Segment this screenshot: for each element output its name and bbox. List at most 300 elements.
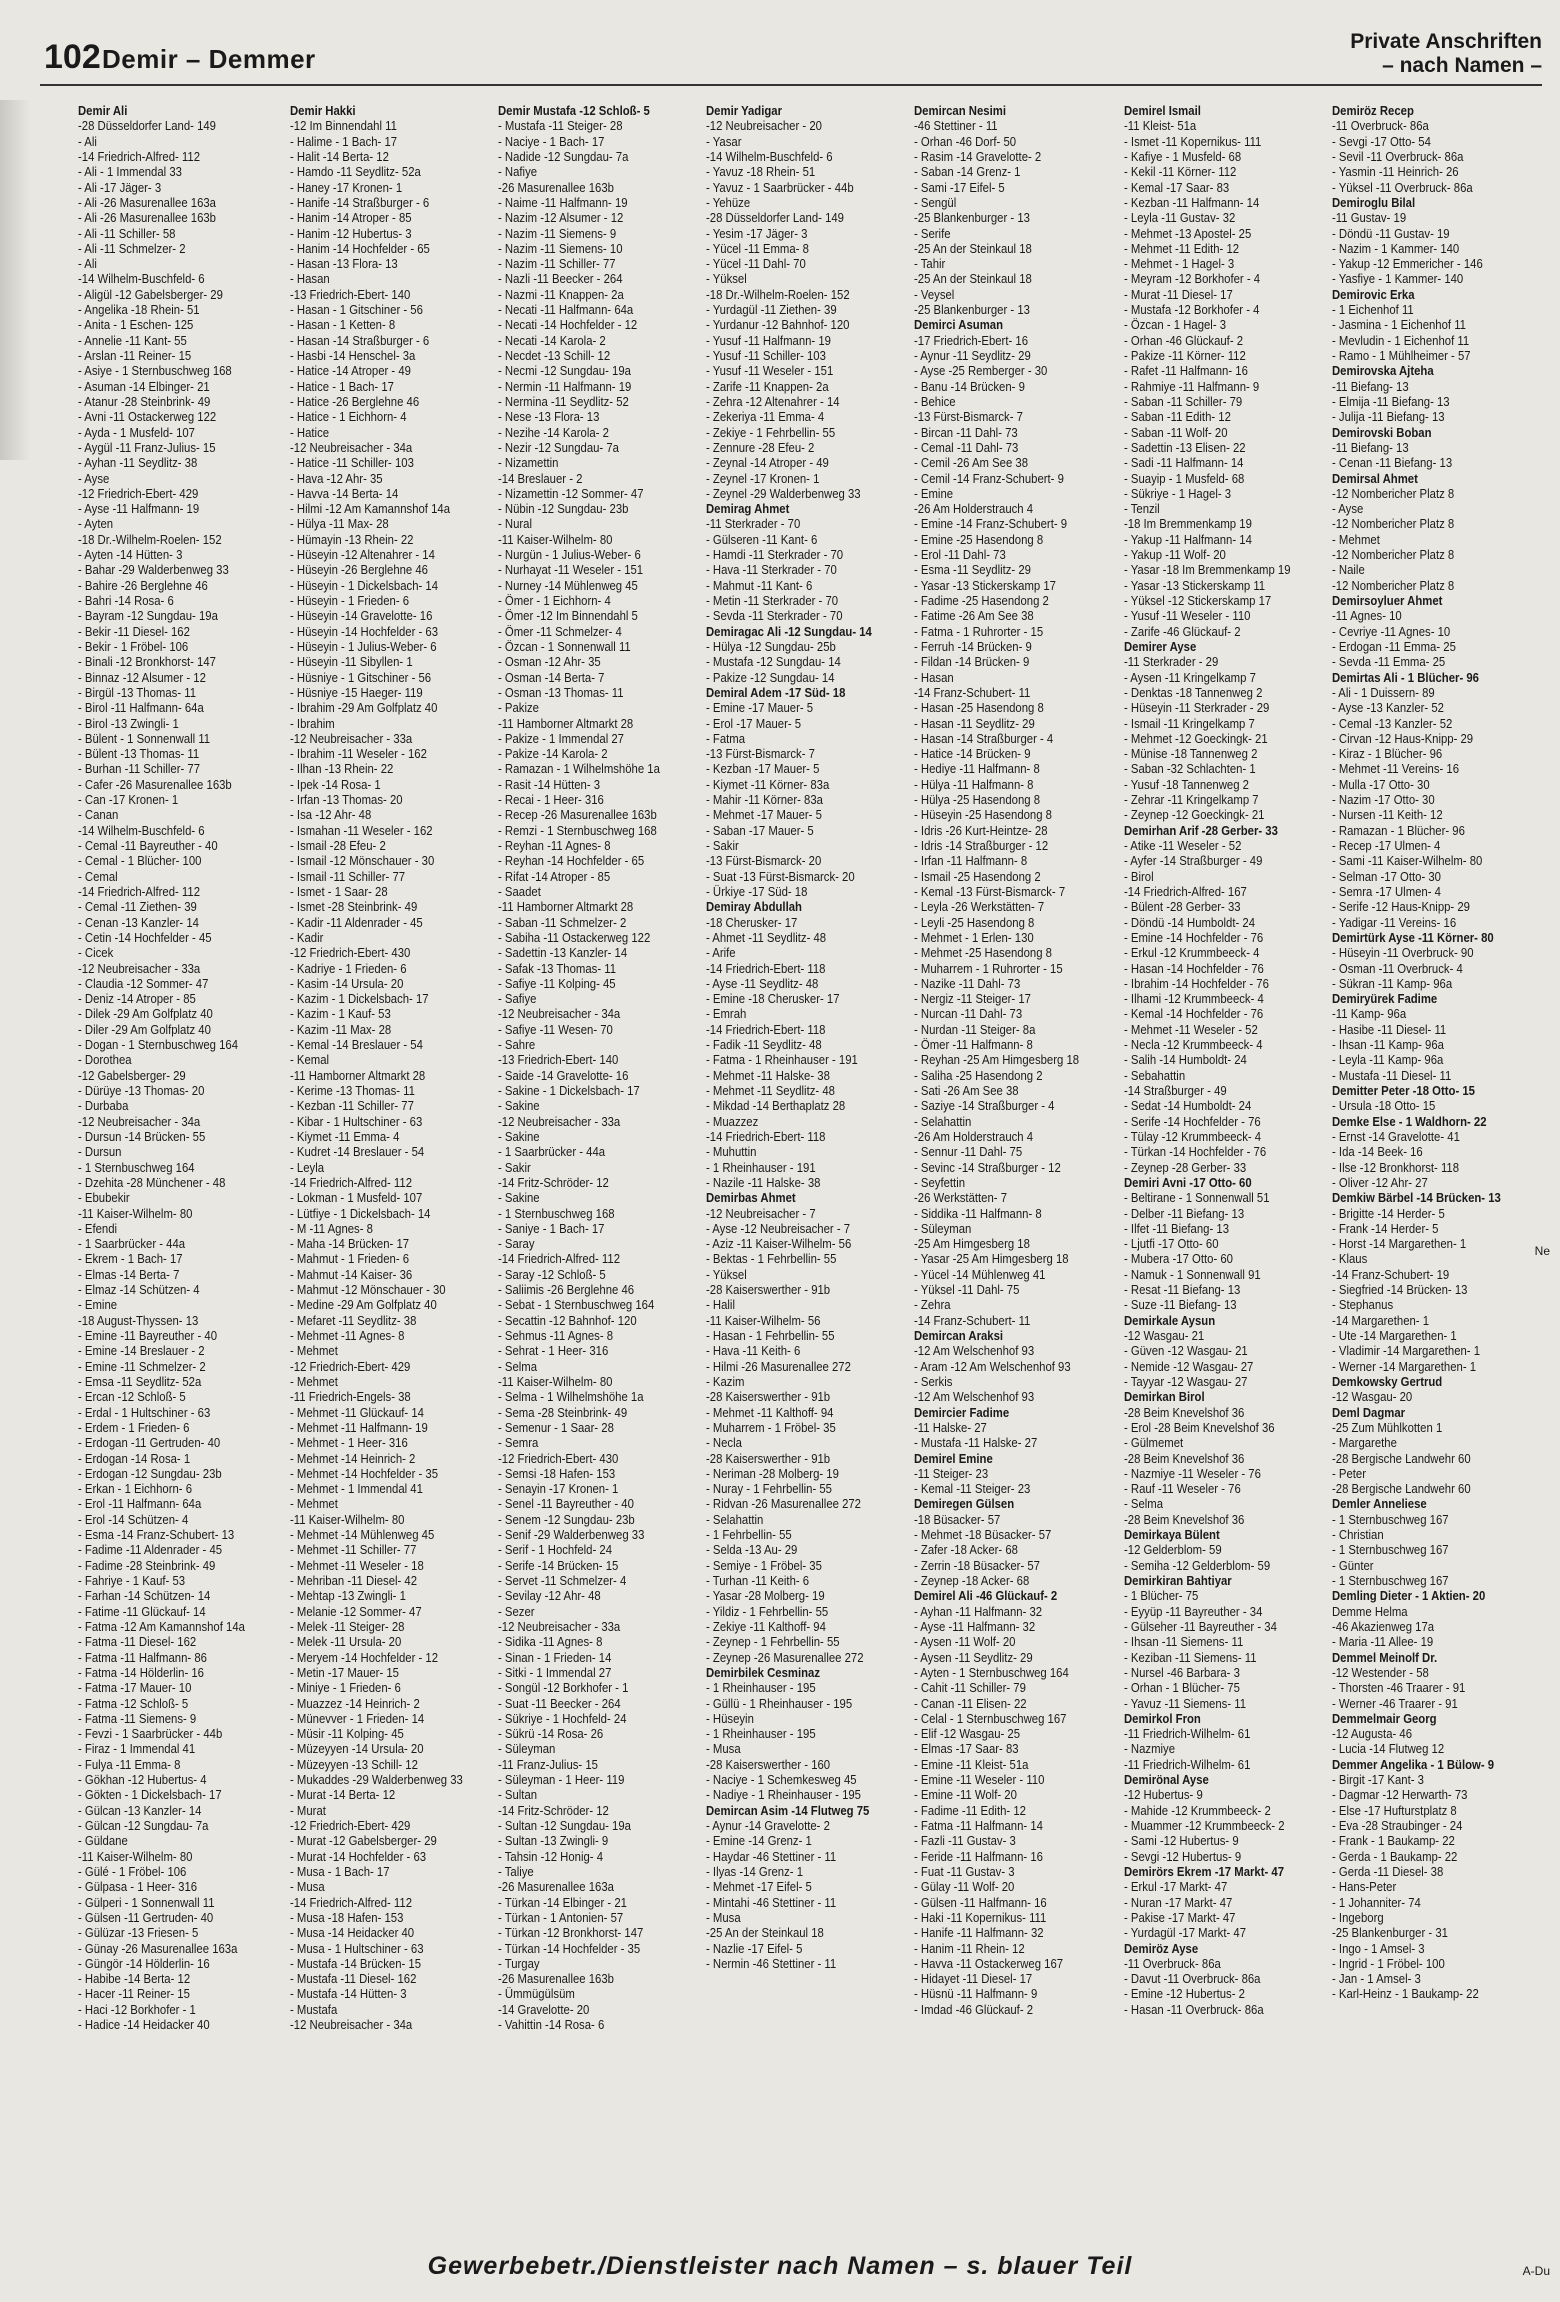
listing-entry: - Bircan -11 Dahl- 73	[914, 425, 1018, 440]
listing-entry: -12 Im Binnendahl 11	[290, 119, 397, 134]
listing-entry: - Hava -11 Sterkrader - 70	[706, 563, 837, 578]
listing-entry: - Cicek	[78, 946, 114, 961]
listing-entry: - Saziye -14 Straßburger - 4	[914, 1099, 1055, 1114]
listing-entry: - Mehmet -11 Halfmann- 19	[290, 1420, 428, 1435]
listing-entry: -12 Neubreisacher - 34a	[498, 1007, 621, 1022]
listing-entry: -13 Friedrich-Ebert- 140	[498, 1053, 619, 1068]
listing-entry: - Cemal -13 Kanzler- 52	[1332, 716, 1453, 731]
listing-entry: - Müsir -11 Kolping- 45	[290, 1727, 404, 1742]
listing-entry: - Emine -14 Grenz- 1	[706, 1834, 812, 1849]
listing-surname-entry: Demiragac Ali -12 Sungdau- 14	[706, 624, 872, 639]
listing-entry: - Turgay	[498, 1956, 540, 1971]
listing-entry: - Serife -12 Haus-Knipp- 29	[1332, 900, 1470, 915]
listing-entry: - Firaz - 1 Immendal 41	[78, 1742, 196, 1757]
listing-entry: - Pakise -17 Markt- 47	[1124, 1910, 1236, 1925]
listing-entry: - Mehmet - 1 Immendal 41	[290, 1482, 423, 1497]
listing-entry: - Fatma -12 Am Kamannshof 14a	[78, 1619, 245, 1634]
listing-entry: - Ürkiye -17 Süd- 18	[706, 884, 808, 899]
listing-entry: - Hülya -11 Max- 28	[290, 517, 389, 532]
listing-entry: - Yüksel	[706, 272, 747, 287]
listing-entry: - Mehmet -11 Agnes- 8	[290, 1329, 405, 1343]
listing-entry: - Hasibe -11 Diesel- 11	[1332, 1022, 1447, 1037]
listing-entry: -26 Masurenallee 163b	[498, 180, 614, 195]
listing-entry: - Julija -11 Biefang- 13	[1332, 410, 1445, 425]
listing-entry: - Vladimir -14 Margarethen- 1	[1332, 1344, 1481, 1359]
column-6	[1124, 104, 1328, 2234]
listing-entry: - Mehmet -14 Mühlenweg 45	[290, 1528, 435, 1543]
listing-entry: - Saban -32 Schlachten- 1	[1124, 762, 1256, 777]
listing-entry: -13 Fürst-Bismarck- 7	[706, 747, 815, 762]
listing-entry: - Nazim - 1 Kammer- 140	[1332, 241, 1460, 256]
listing-entry: -18 Im Bremmenkamp 19	[1124, 517, 1252, 532]
listing-entry: - Yasar -13 Stickerskamp 11	[1124, 578, 1266, 593]
listing-entry: -14 Friedrich-Alfred- 167	[1124, 884, 1247, 899]
listing-entry: - Frank - 1 Baukamp- 22	[1332, 1834, 1455, 1849]
listing-entry: - Maha -14 Brücken- 17	[290, 1237, 410, 1252]
listing-entry: - Semenur - 1 Saar- 28	[498, 1420, 614, 1435]
listing-surname-entry: Demirbilek Cesminaz	[706, 1665, 821, 1680]
listing-entry: - Fadik -11 Seydlitz- 48	[706, 1038, 822, 1053]
listing-entry: - Kemal -17 Saar- 83	[1124, 180, 1230, 195]
listing-surname-entry: Demkowsky Gertrud	[1332, 1374, 1443, 1389]
listing-entry: - Sultan -13 Zwingli- 9	[498, 1834, 609, 1849]
listing-entry: - Yücel -14 Mühlenweg 41	[914, 1267, 1046, 1282]
listing-entry: - Murat -14 Berta- 12	[290, 1788, 396, 1803]
listing-entry: -12 Neubreisacher - 33a	[498, 1114, 621, 1129]
column-1	[78, 104, 282, 2234]
listing-entry: - Necla	[706, 1436, 742, 1451]
listing-entry: - Cemal -11 Ziethen- 39	[78, 900, 197, 915]
listing-entry: - Fatma -17 Mauer- 10	[78, 1681, 192, 1696]
listing-entry: - Naciye - 1 Bach- 17	[498, 134, 605, 149]
listing-entry: - Zafer -18 Acker- 68	[914, 1543, 1018, 1558]
listing-entry: - Arslan -11 Reiner- 15	[78, 349, 192, 363]
listing-entry: - Aysen -11 Seydlitz- 29	[914, 1650, 1033, 1665]
listing-entry: - Ümmügülsüm	[498, 1987, 575, 2002]
listing-entry: -25 Blankenburger - 31	[1332, 1926, 1448, 1941]
listing-entry: - Günay -26 Masurenallee 163a	[78, 1941, 238, 1956]
listing-entry: - Erdogan -11 Gertruden- 40	[78, 1436, 221, 1451]
listing-entry: - Stephanus	[1332, 1298, 1394, 1313]
listing-entry: - Cenan -13 Kanzler- 14	[78, 915, 199, 930]
listing-entry: - Gülé - 1 Fröbel- 106	[78, 1864, 187, 1879]
listing-entry: - Sevinc -14 Straßburger - 12	[914, 1160, 1061, 1175]
listing-entry: - Selma - 1 Wilhelmshöhe 1a	[498, 1390, 644, 1405]
listing-entry: - Gökten - 1 Dickelsbach- 17	[78, 1788, 222, 1803]
listing-surname-entry: Demiral Adem -17 Süd- 18	[706, 685, 846, 700]
listing-entry: - Elmija -11 Biefang- 13	[1332, 394, 1450, 409]
listing-entry: - Senif -29 Walderbenweg 33	[498, 1528, 645, 1543]
listing-entry: - Osman -11 Overbruck- 4	[1332, 961, 1463, 976]
listing-entry: -14 Fritz-Schröder- 12	[498, 1175, 609, 1190]
listing-entry: - Mubera -17 Otto- 60	[1124, 1252, 1233, 1267]
listing-entry: - Zeynep -18 Acker- 68	[914, 1574, 1030, 1588]
listing-entry: - Emine -11 Wolf- 20	[914, 1788, 1017, 1803]
listing-entry: - Cemil -14 Franz-Schubert- 9	[914, 471, 1064, 486]
listing-entry: - Yesim -17 Jäger- 3	[706, 226, 808, 241]
listing-surname-entry: Demircan Nesimi	[914, 104, 1006, 118]
listing-entry: - Fatma -11 Halfmann- 86	[78, 1650, 207, 1665]
listing-entry: - Mehmet -11 Weseler - 18	[290, 1558, 424, 1573]
listing-surname-entry: Demiröz Recep	[1332, 104, 1414, 118]
listing-entry: - Yavuz -11 Siemens- 11	[1124, 1696, 1247, 1711]
listing-entry: - Süleyman	[914, 1221, 972, 1236]
listing-entry: -17 Friedrich-Ebert- 16	[914, 333, 1029, 348]
listing-entry: - Banu -14 Brücken- 9	[914, 379, 1025, 394]
listing-entry: - Mukaddes -29 Walderbenweg 33	[290, 1773, 463, 1788]
listing-entry: -25 An der Steinkaul 18	[706, 1926, 824, 1941]
listing-entry: - Erdogan -14 Rosa- 1	[78, 1451, 191, 1466]
listing-entry: - Yusuf -11 Weseler - 151	[706, 364, 834, 379]
listing-entry: - Fatma -11 Halfmann- 14	[914, 1819, 1043, 1833]
listing-entry: - Hasan - 1 Ketten- 8	[290, 318, 396, 333]
listing-entry: - Kemal -11 Steiger- 23	[914, 1482, 1031, 1497]
listing-entry: - Saban -17 Mauer- 5	[706, 823, 814, 838]
listing-entry: - Reyhan -14 Hochfelder - 65	[498, 854, 645, 869]
listing-entry: - Kemal -14 Hochfelder - 76	[1124, 1007, 1264, 1022]
listing-entry: - Bülent -13 Thomas- 11	[78, 747, 200, 762]
listing-entry: -28 Kaiserswerther - 160	[706, 1757, 831, 1772]
listing-entry: - Gülperi - 1 Sonnenwall 11	[78, 1895, 215, 1910]
listing-entry: - Mintahi -46 Stettiner - 11	[706, 1895, 837, 1910]
listing-entry: - Semiha -12 Gelderblom- 59	[1124, 1558, 1271, 1573]
listing-entry: - Ismahan -11 Weseler - 162	[290, 823, 433, 838]
listing-entry: - Kazim	[706, 1374, 745, 1389]
listing-entry: - Nezir -12 Sungdau- 7a	[498, 440, 619, 455]
listing-entry: -12 Friedrich-Ebert- 430	[290, 946, 411, 961]
listing-entry: - Hasan -14 Straßburger - 6	[290, 333, 430, 348]
listing-entry: - Ibrahim -14 Hochfelder - 76	[1124, 976, 1269, 991]
listing-entry: - Keziban -11 Siemens- 11	[1124, 1650, 1257, 1665]
listing-entry: - Mehmet -11 Glückauf- 14	[290, 1405, 424, 1420]
listing-surname-entry: Demiroglu Bilal	[1332, 195, 1416, 210]
listing-entry: -28 Bergische Landwehr 60	[1332, 1451, 1471, 1466]
listing-entry: - Ismail -25 Hasendong 2	[914, 869, 1041, 884]
listing-entry: - Yakup -11 Wolf- 20	[1124, 548, 1226, 563]
listing-entry: - Nizamettin -12 Sommer- 47	[498, 486, 644, 501]
listing-entry: - Ramazan - 1 Blücher- 96	[1332, 823, 1465, 838]
listing-entry: - Sami -17 Eifel- 5	[914, 180, 1005, 195]
listing-entry: - Leyla -11 Kamp- 96a	[1332, 1053, 1444, 1068]
listing-entry: - Fatime -26 Am See 38	[914, 609, 1034, 624]
listing-entry: - Nadide -12 Sungdau- 7a	[498, 149, 629, 164]
listing-entry: - Lucia -14 Flutweg 12	[1332, 1742, 1445, 1757]
listing-entry: -12 Am Welschenhof 93	[914, 1390, 1035, 1405]
listing-entry: - Erdal - 1 Hultschiner - 63	[78, 1405, 211, 1420]
listing-entry: - Ismet -11 Kopernikus- 111	[1124, 134, 1262, 149]
listing-entry: - Ayten - 1 Sternbuschweg 164	[914, 1665, 1069, 1680]
listing-entry: - Elmas -17 Saar- 83	[914, 1742, 1019, 1757]
listing-entry: - Hanife -11 Halfmann- 32	[914, 1926, 1044, 1941]
listing-entry: - Semra	[498, 1436, 539, 1451]
listing-entry: - Saliha -25 Hasendong 2	[914, 1068, 1043, 1083]
listing-entry: - 1 Sternbuschweg 167	[1332, 1512, 1449, 1527]
listing-entry: - Mehmet -14 Hochfelder - 35	[290, 1466, 439, 1481]
listing-entry: - Naime -11 Halfmann- 19	[498, 195, 628, 210]
listing-entry: - Binali -12 Bronkhorst- 147	[78, 655, 216, 670]
listing-entry: -18 Büsacker- 57	[914, 1512, 1001, 1527]
listing-entry: - Ipek -14 Rosa- 1	[290, 777, 381, 792]
listing-entry: - Safiye	[498, 992, 537, 1007]
listing-entry: - Ömer -12 Im Binnendahl 5	[498, 609, 638, 624]
listing-entry: - Idris -26 Kurt-Heintze- 28	[914, 823, 1048, 838]
listing-entry: - Canan -11 Elisen- 22	[914, 1696, 1027, 1711]
listing-entry: - Fatma	[706, 731, 746, 746]
listing-entry: - Namuk - 1 Sonnenwall 91	[1124, 1267, 1261, 1282]
listing-entry: - Emine -12 Hubertus- 2	[1124, 1987, 1245, 2002]
listing-entry: - Nadiye - 1 Rheinhauser - 195	[706, 1788, 861, 1803]
listing-entry: - Necdet -13 Schill- 12	[498, 349, 611, 363]
listing-entry: - Halit -14 Berta- 12	[290, 149, 389, 164]
listing-entry: - Saliimis -26 Berglehne 46	[498, 1283, 635, 1298]
listing-entry: - Emine -11 Schmelzer- 2	[78, 1359, 206, 1374]
listing-entry: - Delber -11 Biefang- 13	[1124, 1206, 1245, 1221]
listing-surname-entry: Demmer Angelika - 1 Bülow- 9	[1332, 1757, 1495, 1772]
listing-entry: -12 Gelderblom- 59	[1124, 1543, 1222, 1558]
listing-entry: - Yusuf -11 Halfmann- 19	[706, 333, 831, 348]
listing-entry: - Cafer -26 Masurenallee 163b	[78, 777, 232, 792]
listing-entry: - Mehmet -25 Hasendong 8	[914, 946, 1052, 961]
listing-entry: - Saban -14 Grenz- 1	[914, 165, 1021, 180]
listing-surname-entry: Demircier Fadime	[914, 1405, 1010, 1420]
listing-entry: -25 Blankenburger - 13	[914, 211, 1030, 226]
listing-entry: - Nezihe -14 Karola- 2	[498, 425, 609, 440]
listing-entry: - Mustafa -14 Brücken- 15	[290, 1956, 422, 1971]
listing-entry: - Sultan	[498, 1788, 538, 1803]
listing-entry: -14 Straßburger - 49	[1124, 1084, 1227, 1098]
listing-entry: - Sehrat - 1 Heer- 316	[498, 1344, 609, 1359]
listing-entry: - Ayse -11 Seydlitz- 48	[706, 976, 819, 991]
listing-entry: - Yusuf -11 Weseler - 110	[1124, 609, 1251, 624]
listing-entry: -12 Wasgau- 21	[1124, 1329, 1205, 1343]
listing-entry: - Nuray - 1 Fehrbellin- 55	[706, 1482, 832, 1497]
listing-entry: - Hüseyin -14 Gravelotte- 16	[290, 609, 433, 624]
listing-entry: - Dorothea	[78, 1053, 132, 1068]
listing-entry: -14 Franz-Schubert- 11	[914, 685, 1031, 700]
listing-entry: - Miniye - 1 Frieden- 6	[290, 1681, 401, 1696]
listing-entry: - Ilyas -14 Grenz- 1	[706, 1864, 804, 1879]
listing-entry: - Tenzil	[1124, 502, 1160, 517]
listing-entry: - Birol -13 Zwingli- 1	[78, 716, 179, 731]
listing-entry: - Mehmet	[290, 1374, 338, 1389]
listing-entry: - Ihsan -11 Kamp- 96a	[1332, 1038, 1444, 1053]
listing-entry: -28 Kaiserswerther - 91b	[706, 1390, 831, 1405]
listing-entry: - Recep -17 Ulmen- 4	[1332, 839, 1441, 853]
listing-entry: - Hülya -25 Hasendong 8	[914, 793, 1041, 808]
listing-entry: - Selma	[1124, 1497, 1164, 1512]
column-5	[914, 104, 1118, 2234]
listing-entry: - Deniz -14 Atroper - 85	[78, 992, 196, 1007]
listing-entry: - Kudret -14 Breslauer - 54	[290, 1145, 425, 1160]
listing-entry: -11 Franz-Julius- 15	[498, 1757, 598, 1772]
listing-entry: - Elmaz -14 Schützen- 4	[78, 1283, 200, 1298]
listing-entry: - Sevgi -17 Otto- 54	[1332, 134, 1431, 149]
listing-entry: -14 Wilhelm-Buschfeld- 6	[706, 149, 833, 164]
listing-entry: - Mustafa	[290, 2002, 338, 2017]
listing-entry: - Tülay -12 Krummbeeck- 4	[1124, 1129, 1262, 1144]
listing-entry: -12 Wasgau- 20	[1332, 1390, 1413, 1405]
listing-entry: - Semra -17 Ulmen- 4	[1332, 884, 1441, 899]
listing-entry: - Leyla -26 Werkstätten- 7	[914, 900, 1045, 915]
listing-entry: - Nazike -11 Dahl- 73	[914, 976, 1021, 991]
listing-entry: - Christian	[1332, 1528, 1384, 1543]
listing-entry: - Emine -14 Hochfelder - 76	[1124, 930, 1264, 945]
listing-entry: - Mustafa -11 Diesel- 162	[290, 1972, 417, 1987]
listing-entry: - Müzeyyen -13 Schill- 12	[290, 1757, 418, 1772]
listing-entry: - Yadigar -11 Vereins- 16	[1332, 915, 1457, 930]
listing-entry: -11 Friedrich-Wilhelm- 61	[1124, 1757, 1251, 1772]
listing-entry: - Karl-Heinz - 1 Baukamp- 22	[1332, 1987, 1479, 2002]
listing-entry: - Emrah	[706, 1007, 747, 1022]
listing-entry: - 1 Johanniter- 74	[1332, 1895, 1421, 1910]
listing-entry: - Ali - 1 Duissern- 89	[1332, 685, 1435, 700]
listing-entry: - Aynur -11 Seydlitz- 29	[914, 349, 1031, 363]
listing-entry: - Metin -17 Mauer- 15	[290, 1665, 399, 1680]
listing-surname-entry: Demirkiran Bahtiyar	[1124, 1574, 1232, 1588]
listing-entry: -11 Kaiser-Wilhelm- 80	[498, 1374, 613, 1389]
listing-entry: - Yakup -12 Emmericher - 146	[1332, 257, 1483, 272]
listing-entry: - Ayse	[78, 471, 110, 486]
listing-entry: - Hilmi -12 Am Kamannshof 14a	[290, 502, 451, 517]
listing-entry: - Mehmet -11 Weseler - 52	[1124, 1022, 1258, 1037]
listing-entry: - Saban -11 Schiller- 79	[1124, 394, 1243, 409]
listing-entry: - Yasfiye - 1 Kammer- 140	[1332, 272, 1464, 287]
listing-entry: - Necla -12 Krummbeeck- 4	[1124, 1038, 1263, 1053]
listing-entry: -25 Blankenburger - 13	[914, 303, 1030, 318]
listing-entry: - Pakize	[498, 701, 539, 716]
listing-entry: - Nurcan -11 Dahl- 73	[914, 1007, 1023, 1022]
listing-entry: - Muhuttin	[706, 1145, 757, 1160]
listing-entry: - Güllü - 1 Rheinhauser - 195	[706, 1696, 853, 1711]
listing-entry: - Rafet -11 Halfmann- 16	[1124, 364, 1248, 379]
listing-entry: - Veysel	[914, 287, 955, 302]
listing-surname-entry: Demke Else - 1 Waldhorn- 22	[1332, 1114, 1487, 1129]
listing-entry: - Özcan - 1 Hagel- 3	[1124, 318, 1227, 333]
listing-entry: -14 Friedrich-Alfred- 112	[78, 149, 201, 164]
listing-entry: - Necati -11 Halfmann- 64a	[498, 303, 634, 318]
listing-entry: - Nazlie -17 Eifel- 5	[706, 1941, 803, 1956]
listing-entry: - Nursen -11 Keith- 12	[1332, 808, 1443, 823]
listing-entry: -14 Franz-Schubert- 19	[1332, 1267, 1450, 1282]
listing-entry: - Muharrem - 1 Fröbel- 35	[706, 1420, 836, 1435]
listing-entry: - Mehmet -11 Seydlitz- 48	[706, 1084, 835, 1098]
listing-entry: - Nazim -12 Alsumer - 12	[498, 211, 624, 226]
listing-entry: -12 Gabelsberger- 29	[78, 1068, 186, 1083]
listing-entry: - Yakup -11 Halfmann- 14	[1124, 532, 1252, 547]
listing-entry: - Yildiz - 1 Fehrbellin- 55	[706, 1604, 829, 1619]
listing-entry: - Aligül -12 Gabelsberger- 29	[78, 287, 223, 302]
listing-entry: - Hüseyin	[706, 1711, 754, 1726]
listing-entry: -14 Wilhelm-Buschfeld- 6	[78, 272, 205, 287]
listing-entry: -26 Masurenallee 163a	[498, 1880, 614, 1895]
listing-entry: -28 Kaiserswerther - 91b	[706, 1451, 831, 1466]
listing-entry: -12 Am Welschenhof 93	[914, 1344, 1035, 1359]
listing-entry: - Hidayet -11 Diesel- 17	[914, 1972, 1033, 1987]
listing-entry: -11 Kleist- 51a	[1124, 119, 1197, 134]
listing-entry: -11 Sterkrader - 29	[1124, 655, 1219, 670]
listing-entry: - Hadice -14 Heidacker 40	[78, 2018, 210, 2033]
listing-entry: - Sidika -11 Agnes- 8	[498, 1635, 603, 1650]
listing-entry: - Safak -13 Thomas- 11	[498, 961, 617, 976]
listing-entry: -11 Sterkrader - 70	[706, 517, 801, 532]
listing-entry: - Sükran -11 Kamp- 96a	[1332, 976, 1453, 991]
listing-entry: -14 Fritz-Schröder- 12	[498, 1803, 609, 1818]
listing-entry: - Medine -29 Am Golfplatz 40	[290, 1298, 437, 1313]
listing-entry: - Türkan -12 Bronkhorst- 147	[498, 1926, 644, 1941]
listing-entry: - Ayse -12 Neubreisacher - 7	[706, 1221, 851, 1236]
listing-entry: - 1 Rheinhauser - 191	[706, 1160, 816, 1175]
listing-entry: -18 Dr.-Wilhelm-Roelen- 152	[706, 287, 850, 302]
listing-entry: - Ilfet -11 Biefang- 13	[1124, 1221, 1230, 1236]
listing-entry: -12 Neubreisacher - 33a	[498, 1619, 621, 1634]
listing-entry: - 1 Sternbuschweg 167	[1332, 1543, 1449, 1558]
listing-entry: - Ali	[78, 257, 97, 272]
listing-entry: - Zehrar -11 Kringelkamp 7	[1124, 793, 1259, 808]
listing-entry: - Fulya -11 Emma- 8	[78, 1757, 181, 1772]
listing-entry: - Ayhan -11 Seydlitz- 38	[78, 456, 198, 471]
listing-entry: - Nazim -17 Otto- 30	[1332, 793, 1435, 808]
listing-entry: -12 Neubreisacher - 7	[706, 1206, 816, 1221]
listing-entry: - Cemal -11 Bayreuther - 40	[78, 839, 218, 853]
listing-entry: - Sadettin -13 Elisen- 22	[1124, 440, 1246, 455]
listing-entry: - Muazzez	[706, 1114, 759, 1129]
listing-entry: - Sitki - 1 Immendal 27	[498, 1665, 612, 1680]
listing-entry: - Tahir	[914, 257, 946, 272]
listing-entry: - Erdem - 1 Frieden- 6	[78, 1420, 190, 1435]
listing-entry: - Ayfer -14 Straßburger - 49	[1124, 854, 1263, 869]
listing-entry: -26 Am Holderstrauch 4	[914, 502, 1034, 517]
listing-entry: - Nurgün - 1 Julius-Weber- 6	[498, 548, 641, 563]
listing-entry: - Sati -26 Am See 38	[914, 1084, 1019, 1098]
listing-entry: - Canan	[78, 808, 119, 823]
listing-entry: - Münevver - 1 Frieden- 14	[290, 1711, 425, 1726]
listing-entry: - Avni -11 Ostackerweg 122	[78, 410, 217, 425]
listing-entry: -46 Stettiner - 11	[914, 119, 998, 134]
listing-entry: -12 Neubreisacher - 34a	[78, 1114, 201, 1129]
listing-entry: - Ramo - 1 Mühlheimer - 57	[1332, 349, 1471, 363]
listing-entry: -14 Friedrich-Alfred- 112	[290, 1175, 413, 1190]
listing-entry: - Kafiye - 1 Musfeld- 68	[1124, 149, 1242, 164]
listing-entry: - Lokman - 1 Musfeld- 107	[290, 1191, 423, 1206]
listing-entry: - Ute -14 Margarethen- 1	[1332, 1329, 1457, 1343]
listing-entry: - Mehmet	[290, 1344, 338, 1359]
listing-entry: - Mustafa -11 Halske- 27	[914, 1436, 1038, 1451]
listing-entry: - Leyli -25 Hasendong 8	[914, 915, 1035, 930]
listing-entry: - Atike -11 Weseler - 52	[1124, 839, 1242, 853]
listing-entry: - Dogan - 1 Sternbuschweg 164	[78, 1038, 239, 1053]
listing-entry: - Hamdi -11 Sterkrader - 70	[706, 548, 844, 563]
listing-entry: - Murat -11 Diesel- 17	[1124, 287, 1233, 302]
listing-entry: - Sabiha -11 Ostackerweg 122	[498, 930, 651, 945]
listing-entry: - Necmi -12 Sungdau- 19a	[498, 364, 631, 379]
listing-entry: -28 Bergische Landwehr 60	[1332, 1482, 1471, 1497]
listing-entry: - Hülya -11 Halfmann- 8	[914, 777, 1034, 792]
listing-entry: - Bekir - 1 Fröbel- 106	[78, 639, 189, 654]
listing-entry: - Hanife -14 Straßburger - 6	[290, 195, 430, 210]
listing-entry: - Peter	[1332, 1466, 1367, 1481]
listing-entry: - Ingo - 1 Amsel- 3	[1332, 1941, 1425, 1956]
listing-surname-entry: Demir Hakki	[290, 104, 356, 118]
listing-entry: - Türkan -14 Hochfelder - 76	[1124, 1145, 1267, 1160]
listing-entry: - Hüseyin -14 Hochfelder - 63	[290, 624, 439, 639]
listing-entry: -11 Overbruck- 86a	[1332, 119, 1429, 134]
listing-entry: - Ömer -11 Schmelzer- 4	[498, 624, 622, 639]
listing-entry: - Efendi	[78, 1221, 118, 1236]
listing-entry: -28 Beim Knevelshof 36	[1124, 1451, 1245, 1466]
listing-entry: - Mustafa -12 Borkhofer - 4	[1124, 303, 1260, 318]
listing-entry: - Zehra -12 Altenahrer - 14	[706, 394, 840, 409]
listing-entry: - Mehriban -11 Diesel- 42	[290, 1574, 418, 1588]
